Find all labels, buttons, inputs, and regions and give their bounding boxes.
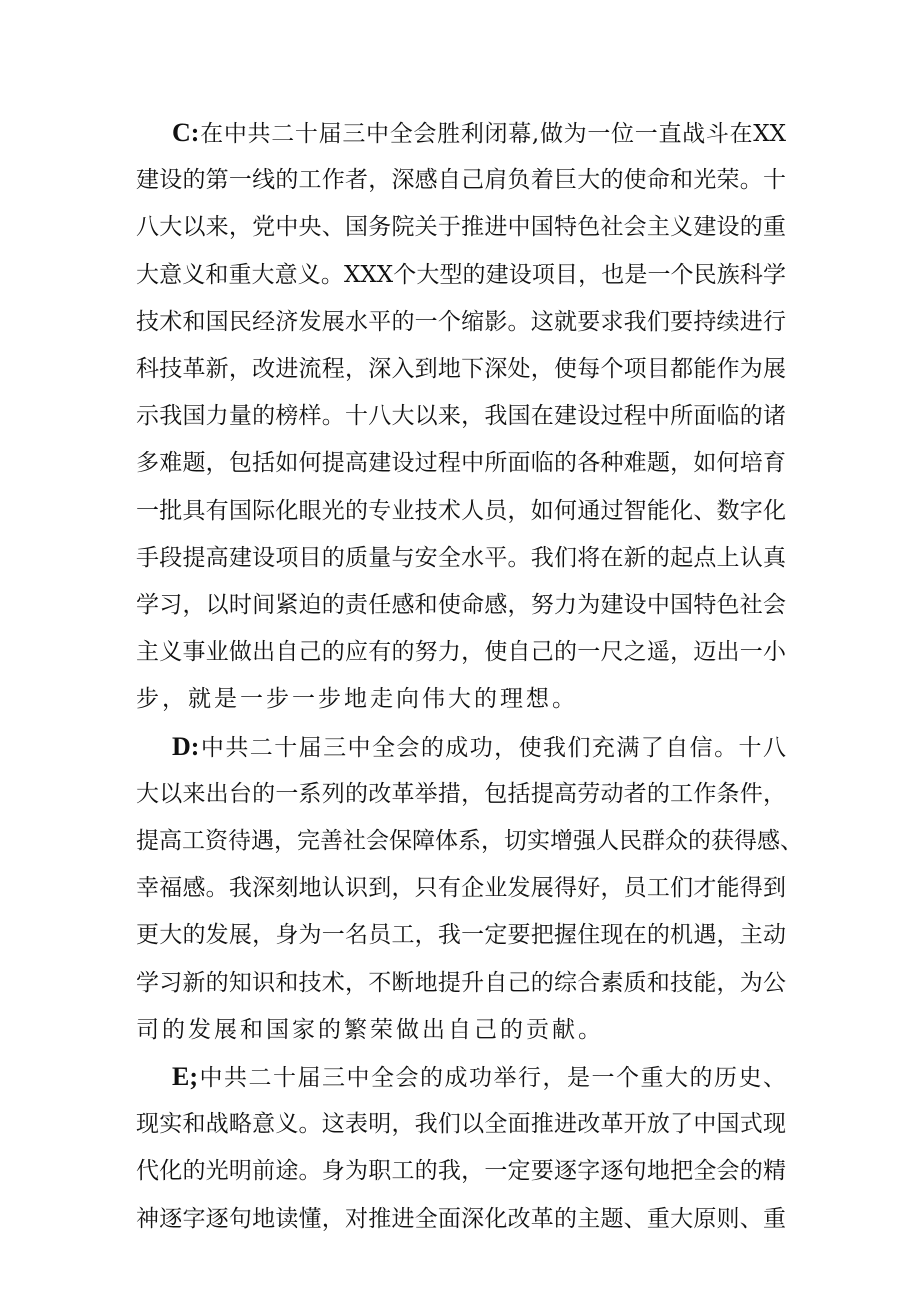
line-text: 一批具有国际化眼光的专业技术人员，如何通过智能化、数字化 [136,497,786,524]
line-text: 主义事业做出自己的应有的努力，使自己的一尺之遥，迈出一小 [136,639,786,666]
line-text: 学习，以时间紧迫的责任感和使命感，努力为建设中国特色社会 [136,592,786,618]
line-text: 幸福感。我深刻地认识到，只有企业发展得好，员工们才能得到 [136,875,786,902]
text-line [136,1104,786,1144]
text-line [136,915,786,955]
line-text: 示我国力量的榜样。十八大以来，我国在建设过程中所面临的诸 [136,403,786,430]
text-line [136,821,803,861]
text-line [136,632,786,672]
line-text: 在中共二十届三中全会胜利闭幕,做为一位一直战斗在XX [199,121,786,147]
text-line [136,585,786,625]
text-line [136,868,786,908]
line-text: 八大以来，党中央、国务院关于推进中国特色社会主义建设的重 [136,214,786,241]
text-line [136,302,786,342]
line-text: 更大的发展，身为一名员工，我一定要把握住现在的机遇，主动 [136,922,786,949]
text-line [136,1199,786,1239]
line-text: 技术和国民经济发展水平的一个缩影。这就要求我们要持续进行 [136,308,786,335]
paragraph-label: C: [172,118,200,147]
text-line [136,679,786,719]
text-line [136,255,786,295]
line-text: 司的发展和国家的繁荣做出自己的贡献。 [136,1016,604,1043]
text-line [136,538,786,578]
line-text: 神逐字逐句地读懂，对推进全面深化改革的主题、重大原则、重 [136,1205,786,1232]
line-text: 手段提高建设项目的质量与安全水平。我们将在新的起点上认真 [136,544,786,571]
line-text: 提高工资待遇，完善社会保障体系，切实增强人民群众的获得感、 [136,828,803,854]
text-line [136,396,786,436]
text-line [136,491,786,531]
text-line [136,963,786,1003]
text-line [136,443,786,483]
line-text: 大以来出台的一系列的改革举措，包括提高劳动者的工作条件， [136,780,786,807]
line-text: 学习新的知识和技术，不断地提升自己的综合素质和技能，为公 [136,969,786,996]
text-line [172,1057,786,1097]
text-line [172,727,786,767]
text-line [136,207,786,247]
line-text: 建设的第一线的工作者，深感自己肩负着巨大的使命和光荣。十 [136,167,786,194]
text-line [136,1010,786,1050]
line-text: 步，就是一步一步地走向伟大的理想。 [136,686,578,713]
line-text: 大意义和重大意义。XXX个大型的建设项目，也是一个民族科学 [136,261,786,288]
paragraph-label: E; [172,1062,198,1091]
text-line [136,160,786,200]
line-text: 多难题，包括如何提高建设过程中所面临的各种难题，如何培育 [136,450,786,477]
line-text: 现实和战略意义。这表明，我们以全面推进改革开放了中国式现 [136,1111,786,1138]
text-line [136,1151,786,1191]
text-line [136,774,786,814]
line-text: 中共二十届三中全会的成功，使我们充满了自信。十八 [199,734,786,761]
line-text: 中共二十届三中全会的成功举行，是一个重大的历史、 [198,1065,786,1091]
line-text: 科技革新，改进流程，深入到地下深处，使每个项目都能作为展 [136,356,786,382]
line-text: 代化的光明前途。身为职工的我，一定要逐字逐句地把全会的精 [136,1158,786,1185]
text-line [136,349,786,389]
paragraph-label: D: [172,731,200,761]
text-line [172,113,786,153]
